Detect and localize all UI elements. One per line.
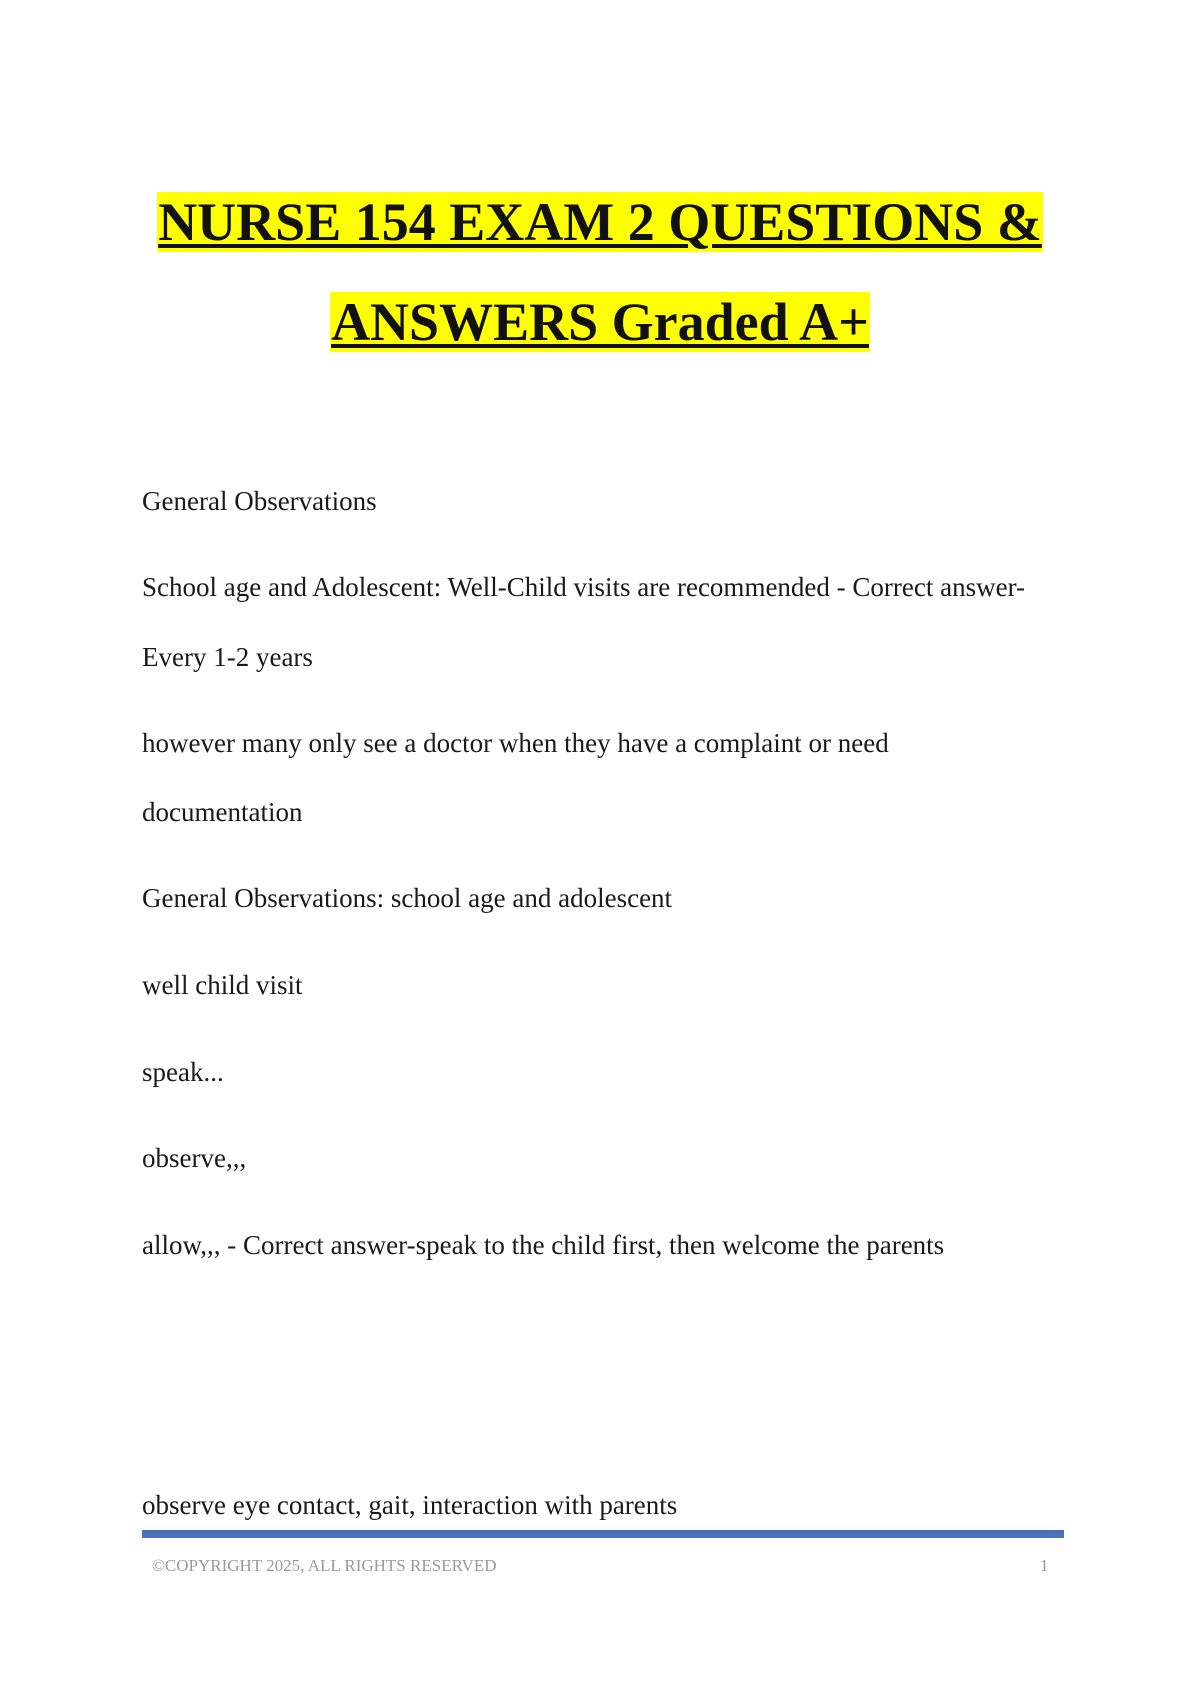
question-heading: General Observations: school age and adolescent bbox=[142, 883, 673, 913]
document-title-line-2 bbox=[0, 292, 1200, 352]
footer-divider bbox=[142, 1530, 1064, 1538]
section-heading: General Observations bbox=[142, 486, 377, 516]
body-text: speak... bbox=[142, 1057, 224, 1087]
body-text: documentation bbox=[142, 797, 303, 827]
document-title-line-1 bbox=[0, 192, 1200, 252]
answer-text: allow,,, - Correct answer-speak to the child first, then welcome the parents bbox=[142, 1230, 945, 1260]
body-text: observe,,, bbox=[142, 1143, 247, 1173]
footer-copyright: ©COPYRIGHT 2025, ALL RIGHTS RESERVED bbox=[152, 1556, 497, 1575]
title-text-1: NURSE 154 EXAM 2 QUESTIONS & bbox=[158, 192, 1042, 252]
question-text: School age and Adolescent: Well-Child visits are recommended - Correct answer- bbox=[142, 572, 1026, 602]
body-text: observe eye contact, gait, interaction with parents bbox=[142, 1490, 678, 1520]
body-text: however many only see a doctor when they have a complaint or need bbox=[142, 728, 889, 758]
answer-text: Every 1-2 years bbox=[142, 642, 313, 672]
footer-page-number: 1 bbox=[1040, 1556, 1049, 1575]
title-text-2: ANSWERS Graded A+ bbox=[331, 292, 869, 352]
body-text: well child visit bbox=[142, 970, 303, 1000]
